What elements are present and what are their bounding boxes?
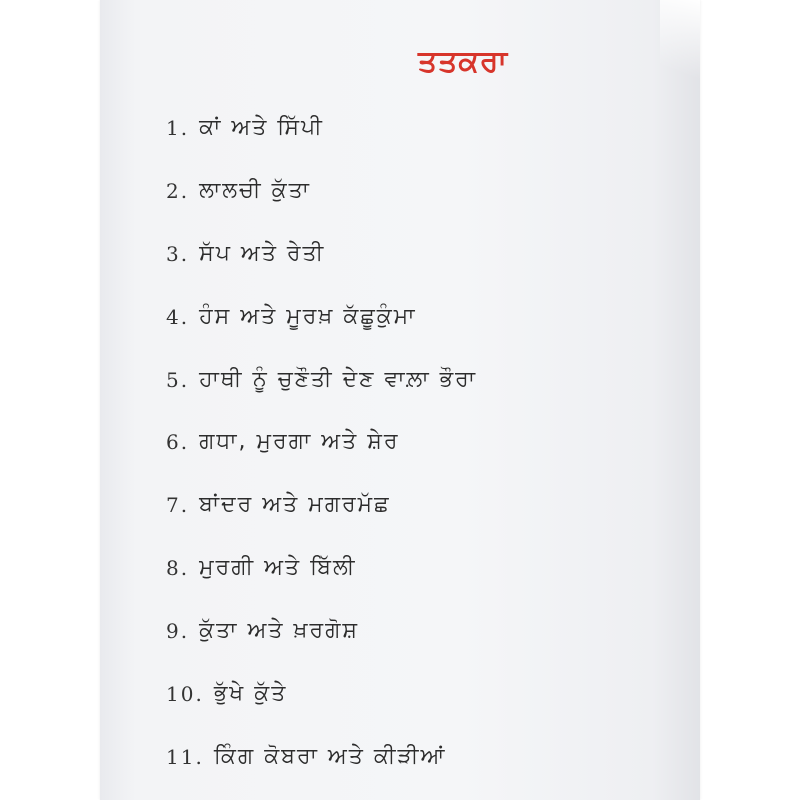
toc-item-title: ਕਿੰਗ ਕੋਬਰਾ ਅਤੇ ਕੀੜੀਆਂ: [213, 743, 447, 769]
toc-item: [166, 616, 477, 679]
toc-item-number: 8.: [166, 556, 190, 581]
toc-item: [166, 553, 477, 616]
toc-item-number: 6.: [166, 430, 190, 455]
toc-item-title: ਹਾਥੀ ਨੂੰ ਚੁਣੌਤੀ ਦੇਣ ਵਾਲ਼ਾ ਭੌਰਾ: [199, 366, 478, 392]
toc-item-number: 2.: [166, 178, 190, 203]
toc-item: [166, 239, 477, 302]
toc-item-title: ਭੁੱਖੇ ਕੁੱਤੇ: [213, 681, 288, 707]
toc-item: [166, 176, 477, 239]
toc-item: [166, 302, 477, 365]
toc-item-title: ਕੁੱਤਾ ਅਤੇ ਖ਼ਰਗੋਸ਼: [199, 618, 360, 644]
toc-item-title: ਕਾਂ ਅਤੇ ਸਿੱਪੀ: [199, 115, 324, 140]
toc-item-title: ਲਾਲਚੀ ਕੁੱਤਾ: [199, 177, 311, 203]
toc-item-title: ਹੰਸ ਅਤੇ ਮੂਰਖ਼ ਕੱਛੂਕੁੰਮਾ: [199, 303, 417, 329]
page-title: ਤਤਕਰਾ: [418, 44, 509, 79]
toc-item-number: 7.: [166, 493, 190, 518]
toc-item-number: 10.: [166, 682, 204, 707]
toc-item-number: 9.: [166, 619, 190, 644]
toc-item: [166, 113, 477, 176]
toc-item-title: ਬਾਂਦਰ ਅਤੇ ਮਗਰਮੱਛ: [199, 492, 391, 518]
toc-item-number: 4.: [166, 304, 190, 329]
toc-item-number: 11.: [166, 744, 204, 769]
toc-item-number: 1.: [166, 116, 190, 140]
toc-item: [166, 365, 477, 428]
toc-item-title: ਸੱਪ ਅਤੇ ਰੇਤੀ: [199, 240, 326, 266]
toc-item-number: 3.: [166, 241, 190, 266]
toc-item-title: ਮੁਰਗੀ ਅਤੇ ਬਿੱਲੀ: [199, 555, 357, 581]
toc-item: [166, 742, 477, 800]
toc-list: [166, 113, 477, 800]
toc-item: [166, 490, 477, 553]
toc-item-title: ਗਧਾ, ਮੁਰਗਾ ਅਤੇ ਸ਼ੇਰ: [199, 429, 400, 455]
toc-item: [166, 427, 477, 490]
toc-item-number: 5.: [166, 367, 190, 392]
toc-item: [166, 679, 477, 742]
